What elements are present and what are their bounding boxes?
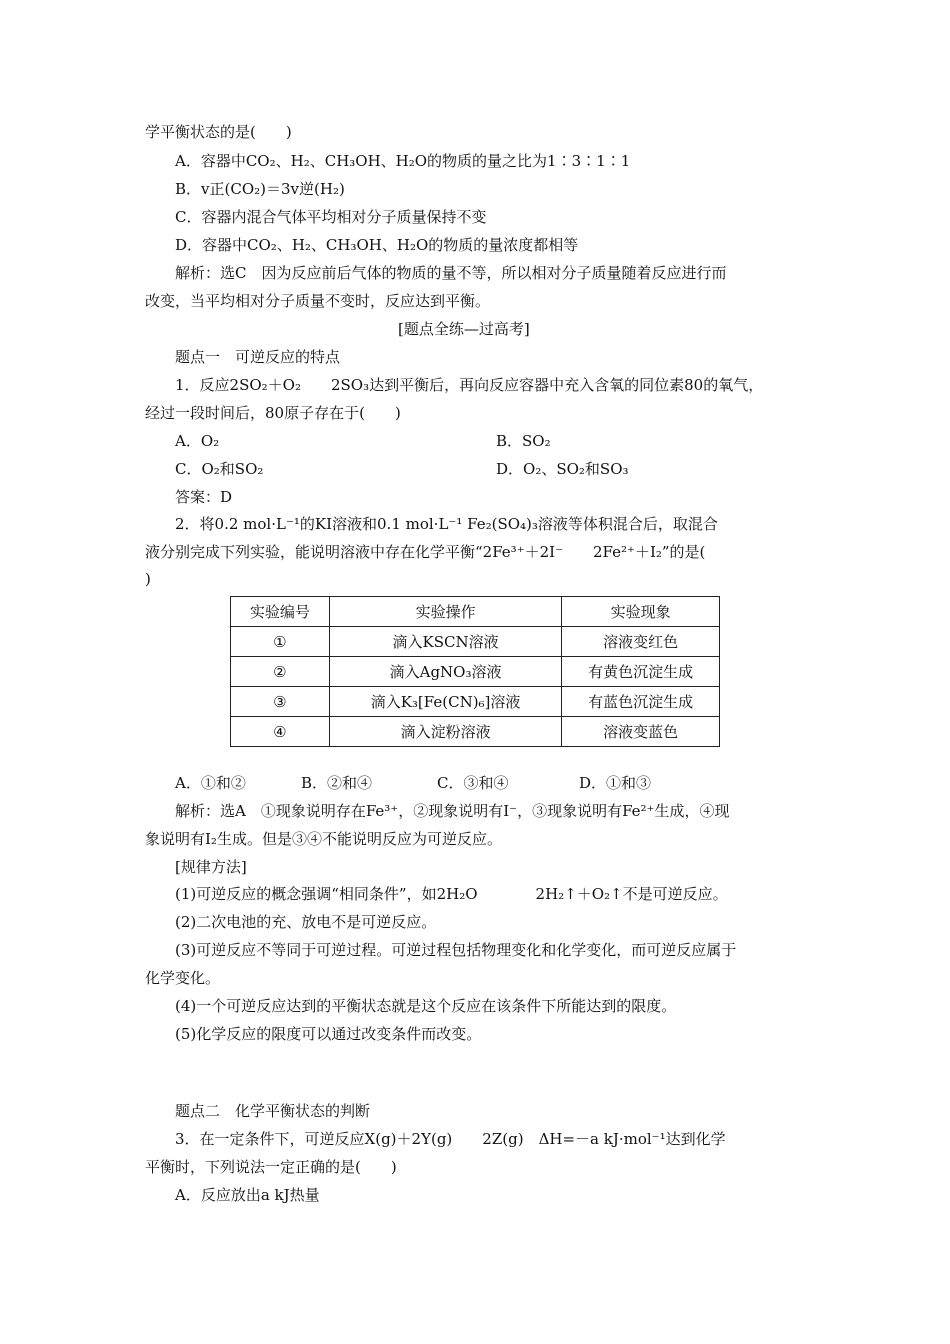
q1-answer: 答案：D xyxy=(175,488,233,506)
rule-1a: (1)可逆反应的概念强调“相同条件”，如2H₂O xyxy=(175,885,478,903)
experiment-table xyxy=(230,596,720,747)
table-cell: 有蓝色沉淀生成 xyxy=(562,687,720,717)
q3-line-1 xyxy=(175,1129,726,1149)
q1-option-d: D．O₂、SO₂和SO₃ xyxy=(496,460,629,478)
table-cell: ② xyxy=(231,657,330,687)
q2-line-2b: 2Fe²⁺＋I₂”的是( xyxy=(593,543,706,561)
q1-option-c: C．O₂和SO₂ xyxy=(175,460,264,478)
q2-line-2a: 液分别完成下列实验，能说明溶液中存在化学平衡“2Fe³⁺＋2I⁻ xyxy=(145,543,563,561)
table-cell: 滴入KSCN溶液 xyxy=(329,627,562,657)
option-a: A．容器中CO₂、H₂、CH₃OH、H₂O的物质的量之比为1∶3∶1∶1 xyxy=(175,152,631,170)
rule-3-line-1: (3)可逆反应不等同于可逆过程。可逆过程包括物理变化和化学变化，而可逆反应属于 xyxy=(175,941,737,959)
q2-line-3: ) xyxy=(145,570,151,588)
q1-line-2: 经过一段时间后，80原子存在于( ) xyxy=(145,404,401,422)
rule-3-line-2: 化学变化。 xyxy=(145,969,221,987)
q2-analysis-line-2: 象说明有I₂生成。但是③④不能说明反应为可逆反应。 xyxy=(145,830,502,848)
q2-option-c: C．③和④ xyxy=(437,774,509,792)
table-header-row xyxy=(231,597,720,627)
table-cell: 滴入AgNO₃溶液 xyxy=(329,657,562,687)
table-cell: ① xyxy=(231,627,330,657)
q2-option-a: A．①和② xyxy=(175,774,246,792)
q2-analysis-line-1: 解析：选A ①现象说明存在Fe³⁺，②现象说明有I⁻，③现象说明有Fe²⁺生成，④现 xyxy=(175,802,730,820)
table-row xyxy=(231,657,720,687)
rule-5: (5)化学反应的限度可以通过改变条件而改变。 xyxy=(175,1025,482,1043)
q2-option-d: D．①和③ xyxy=(579,774,652,792)
q1-option-a: A．O₂ xyxy=(175,432,220,450)
table-cell: 滴入淀粉溶液 xyxy=(329,717,562,747)
table-cell: 有黄色沉淀生成 xyxy=(562,657,720,687)
topic-1-title: 题点一 可逆反应的特点 xyxy=(175,348,341,366)
q1-line-1a: 1．反应2SO₂＋O₂ xyxy=(175,376,301,394)
table-cell: 滴入K₃[Fe(CN)₆]溶液 xyxy=(329,687,562,717)
table-cell: ④ xyxy=(231,717,330,747)
q3-line-2: 平衡时，下列说法一定正确的是( ) xyxy=(145,1158,397,1176)
table-header: 实验现象 xyxy=(562,597,720,627)
q3-option-a: A．反应放出a kJ热量 xyxy=(175,1186,320,1204)
rule-4: (4)一个可逆反应达到的平衡状态就是这个反应在该条件下所能达到的限度。 xyxy=(175,997,677,1015)
q2-line-1: 2．将0.2 mol·L⁻¹的KI溶液和0.1 mol·L⁻¹ Fe₂(SO₄)₃溶液等体积混合后，取混合 xyxy=(175,515,718,533)
q1-line-1b: 2SO₃达到平衡后，再向反应容器中充入含氧的同位素80的氧气， xyxy=(330,376,764,394)
section-header: [题点全练—过高考] xyxy=(398,320,530,338)
rules-title: [规律方法] xyxy=(175,858,247,876)
q3-line-1b: 2Z(g) ΔH=－a kJ·mol⁻¹达到化学 xyxy=(482,1130,726,1148)
analysis-line-1: 解析：选C 因为反应前后气体的物质的量不等，所以相对分子质量随着反应进行而 xyxy=(175,264,727,282)
table-header: 实验编号 xyxy=(231,597,330,627)
table-header: 实验操作 xyxy=(329,597,562,627)
option-c: C．容器内混合气体平均相对分子质量保持不变 xyxy=(175,208,487,226)
table-row xyxy=(231,687,720,717)
analysis-line-2: 改变，当平均相对分子质量不变时，反应达到平衡。 xyxy=(145,292,491,310)
topic-2-title: 题点二 化学平衡状态的判断 xyxy=(175,1102,371,1120)
question-stem-tail: 学平衡状态的是( ) xyxy=(145,123,292,141)
table-row xyxy=(231,627,720,657)
table-cell: ③ xyxy=(231,687,330,717)
rule-1b: 2H₂↑＋O₂↑不是可逆反应。 xyxy=(535,885,728,903)
rule-1 xyxy=(175,884,728,904)
q1-line-1 xyxy=(175,375,763,395)
q3-line-1a: 3．在一定条件下，可逆反应X(g)＋2Y(g) xyxy=(175,1130,453,1148)
option-d: D．容器中CO₂、H₂、CH₃OH、H₂O的物质的量浓度都相等 xyxy=(175,236,579,254)
option-b: B．v正(CO₂)＝3v逆(H₂) xyxy=(175,180,345,198)
q2-option-b: B．②和④ xyxy=(301,774,373,792)
table-cell: 溶液变红色 xyxy=(562,627,720,657)
q2-line-2 xyxy=(145,542,705,562)
rule-2: (2)二次电池的充、放电不是可逆反应。 xyxy=(175,913,437,931)
table-cell: 溶液变蓝色 xyxy=(562,717,720,747)
q1-option-b: B．SO₂ xyxy=(496,432,551,450)
table-row xyxy=(231,717,720,747)
